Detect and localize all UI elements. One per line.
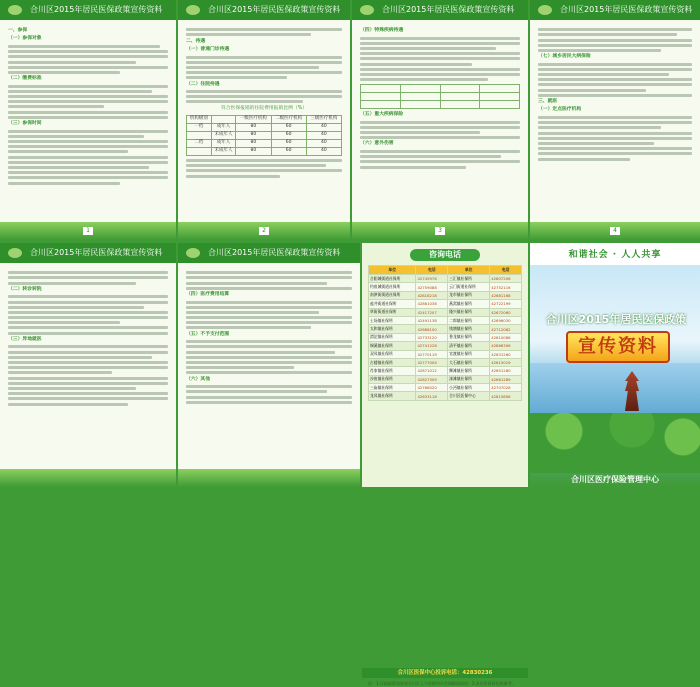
subsection-heading: （一）普通门诊待遇 (186, 46, 230, 52)
phone-number: 42707028 (490, 384, 522, 392)
logo-icon (186, 248, 200, 258)
phone-number: 42610086 (490, 333, 522, 341)
table-cell: 80 (236, 124, 271, 132)
header-text: 合川区2015年居民医保政策宣传资料 (208, 248, 341, 257)
phone-number: 42861038 (416, 300, 448, 308)
river-image (530, 363, 700, 418)
unit-name: 太和镇社保所 (369, 325, 416, 333)
table-cell: 60 (271, 148, 306, 156)
contact-table (368, 265, 522, 401)
header-text: 合川区2015年居民医保政策宣传资料 (30, 5, 163, 14)
phone-number: 42741228 (416, 342, 448, 350)
table-cell (187, 148, 212, 156)
phone-number: 42818218 (416, 291, 448, 299)
contact-row (369, 375, 522, 383)
phone-number: 42866306 (490, 342, 522, 350)
table-cell: 一档 (187, 124, 212, 132)
unit-name: 三庙镇社保所 (369, 384, 416, 392)
subsection-heading: （一）定点医疗机构 (538, 107, 582, 113)
unit-name: 龙市镇社保所 (448, 291, 490, 299)
contact-panel (362, 243, 528, 686)
contact-row (369, 316, 522, 324)
table-cell (187, 132, 212, 140)
contact-row (369, 283, 522, 291)
column-header: 单位 (448, 266, 490, 275)
phone-number: 42633118 (416, 392, 448, 400)
unit-name: 大石镇社保所 (448, 358, 490, 366)
page-footer (0, 222, 176, 240)
contact-row (369, 384, 522, 392)
table-cell: 80 (236, 148, 271, 156)
logo-icon (538, 5, 552, 15)
contact-row (369, 342, 522, 350)
page-footer (352, 222, 528, 240)
phone-number: 42733120 (416, 333, 448, 341)
section-heading: 三、就医 (538, 99, 558, 105)
cover-panel (530, 243, 700, 487)
phone-number: 42752116 (490, 283, 522, 291)
table-cell: 二档 (187, 140, 212, 148)
unit-name: 沙鱼镇社保所 (369, 375, 416, 383)
table-title: 符合医保报销的住院费用报销比例（%） (220, 105, 308, 111)
unit-name: 土场镇社保所 (369, 316, 416, 324)
unit-name: 涞滩镇社保所 (448, 375, 490, 383)
subsection-heading: （七）城乡居民大病保险 (538, 54, 591, 60)
cover-title: 合川区2015年居民医保政策 (545, 313, 687, 326)
page-header (530, 0, 700, 20)
unit-name: 合川区医保中心 (448, 392, 490, 400)
page-body (186, 26, 342, 220)
section-heading: 一、参保 (8, 28, 28, 33)
unit-name: 小沔镇社保所 (448, 384, 490, 392)
table-cell: 40 (306, 148, 341, 156)
page-header (0, 243, 176, 263)
subsection-heading: （四）医疗费用结算 (186, 291, 230, 297)
page-6-panel (178, 243, 360, 487)
page-header (352, 0, 528, 20)
trees-image (530, 413, 700, 473)
phone-number: 42651280 (490, 367, 522, 375)
subsection-heading: （五）重大疾病保险 (360, 112, 404, 118)
phone-number: 42777009 (416, 358, 448, 366)
phone-number: 42661289 (490, 375, 522, 383)
table-cell: 40 (306, 132, 341, 140)
header-text: 合川区2015年居民医保政策宣传资料 (382, 5, 515, 14)
page-footer (0, 469, 176, 487)
contact-row (369, 291, 522, 299)
phone-number: 42712082 (490, 325, 522, 333)
page-body (8, 269, 168, 467)
unit-name: 渭沱镇社保所 (369, 333, 416, 341)
phone-number: 42768020 (416, 384, 448, 392)
unit-name: 香龙镇社保所 (448, 333, 490, 341)
page-footer (178, 469, 360, 487)
contact-row (369, 275, 522, 283)
section-heading: 二、待遇 (186, 38, 206, 44)
table-cell: 40 (306, 140, 341, 148)
cover-big-word: 宣传资料 (566, 331, 670, 363)
unit-name: 官渡镇社保所 (448, 350, 490, 358)
page-number: 3 (435, 227, 445, 235)
column-header: 单位 (369, 266, 416, 275)
contact-row (369, 358, 522, 366)
phone-number: 42807206 (490, 275, 522, 283)
page-4-panel (530, 0, 700, 240)
page-5-panel (0, 243, 176, 487)
phone-number: 42491138 (416, 316, 448, 324)
table-cell: 成年人 (211, 140, 236, 148)
contact-row (369, 333, 522, 341)
phone-number: 42681168 (490, 291, 522, 299)
page-number: 1 (83, 227, 93, 235)
header-text: 合川区2015年居民医保政策宣传资料 (30, 248, 163, 257)
phone-number: 42722199 (490, 300, 522, 308)
phone-number: 42815806 (490, 392, 522, 400)
contact-row (369, 308, 522, 316)
unit-name: 狮滩镇社保所 (448, 367, 490, 375)
page-2-panel (178, 0, 350, 240)
table-header (211, 116, 236, 124)
unit-name: 南津街街道社保所 (369, 291, 416, 299)
phone-number: 42745976 (416, 275, 448, 283)
contact-row (369, 392, 522, 400)
unit-name: 钱塘镇社保所 (448, 325, 490, 333)
unit-name: 龙凤镇社保所 (369, 392, 416, 400)
subsection-heading: （二）转诊转院 (8, 286, 42, 292)
contact-row (369, 350, 522, 358)
subsection-heading: （六）意外伤害 (360, 141, 394, 147)
header-text: 合川区2015年居民医保政策宣传资料 (208, 5, 341, 14)
unit-name: 钓鱼城街道社保所 (369, 283, 416, 291)
phone-number: 42871012 (416, 367, 448, 375)
page-number: 2 (259, 227, 269, 235)
unit-name: 盐井街道社保所 (369, 300, 416, 308)
page-number: 4 (610, 227, 620, 235)
subsection-heading: （五）不予支付范围 (186, 331, 230, 337)
table-cell: 60 (271, 140, 306, 148)
cover-slogan: 和谐社会 · 人人共享 (568, 250, 662, 260)
page-footer (178, 222, 350, 240)
table-cell: 40 (306, 124, 341, 132)
page-body (538, 26, 692, 220)
logo-icon (360, 5, 374, 15)
logo-icon (8, 248, 22, 258)
column-header: 电话 (490, 266, 522, 275)
table-cell: 60 (271, 124, 306, 132)
supervision-phone: 合川区医保中心投诉电话：42830236 (362, 668, 528, 678)
subsection-heading: （一）参保对象 (8, 36, 42, 42)
table-cell: 未成年人 (211, 148, 236, 156)
unit-name: 燕窝镇社保所 (448, 300, 490, 308)
subsection-heading: （三）异地就医 (8, 336, 42, 342)
table-header: 机构级别 (187, 116, 212, 124)
contact-title: 咨询电话 (410, 249, 480, 261)
page-1-panel (0, 0, 176, 240)
table-header: 二级医疗机构 (271, 116, 306, 124)
subsection-heading: （二）住院待遇 (186, 81, 220, 87)
contact-note: 注：1.详细政策请查阅合川区人力资源和社会保障局网站；2.本宣传资料仅供参考。 (368, 681, 516, 686)
unit-name: 隆兴镇社保所 (448, 308, 490, 316)
table-cell: 80 (236, 132, 271, 140)
contact-row (369, 300, 522, 308)
contact-row (369, 325, 522, 333)
subsection-heading: （四）特殊疾病待遇 (360, 28, 404, 33)
page-footer (530, 222, 700, 240)
reimbursement-table (186, 115, 342, 156)
disease-table (360, 84, 520, 109)
unit-name: 古楼镇社保所 (369, 358, 416, 366)
table-cell: 80 (236, 140, 271, 148)
table-cell: 未成年人 (211, 132, 236, 140)
unit-name: 合阳城街道社保所 (369, 275, 416, 283)
subsection-heading: （三）参保时间 (8, 121, 42, 127)
contact-row (369, 367, 522, 375)
header-text: 合川区2015年居民医保政策宣传资料 (560, 5, 693, 14)
phone-number: 42770119 (416, 350, 448, 358)
table-cell: 成年人 (211, 124, 236, 132)
phone-number: 42631260 (490, 350, 522, 358)
subsection-heading: （六）其他 (186, 376, 210, 382)
subsection-heading: （二）缴费标准 (8, 76, 42, 82)
unit-name: 三汇镇社保所 (448, 275, 490, 283)
unit-name: 二郎镇社保所 (448, 316, 490, 324)
page-header (0, 0, 176, 20)
phone-number: 42827309 (416, 375, 448, 383)
phone-number: 42615019 (490, 358, 522, 366)
unit-name: 铜溪镇社保所 (369, 342, 416, 350)
column-header: 电话 (416, 266, 448, 275)
table-header: 一级医疗机构 (236, 116, 271, 124)
phone-number: 42686100 (416, 325, 448, 333)
table-cell: 60 (271, 132, 306, 140)
page-header (178, 243, 360, 263)
page-body (360, 26, 520, 220)
phone-number: 42417207 (416, 308, 448, 316)
page-3-panel (352, 0, 528, 240)
logo-icon (186, 5, 200, 15)
phone-number: 42759088 (416, 283, 448, 291)
phone-number: 42696030 (490, 316, 522, 324)
unit-name: 清平镇社保所 (448, 342, 490, 350)
page-body (8, 26, 168, 220)
unit-name: 草街街道社保所 (369, 308, 416, 316)
cover-organization: 合川区医疗保险管理中心 (571, 475, 659, 484)
logo-icon (8, 5, 22, 15)
table-header: 三级医疗机构 (306, 116, 341, 124)
unit-name: 双凤镇社保所 (369, 350, 416, 358)
page-body (186, 269, 352, 467)
unit-name: 云门街道社保所 (448, 283, 490, 291)
unit-name: 肖家镇社保所 (369, 367, 416, 375)
phone-number: 42672060 (490, 308, 522, 316)
page-header (178, 0, 350, 20)
